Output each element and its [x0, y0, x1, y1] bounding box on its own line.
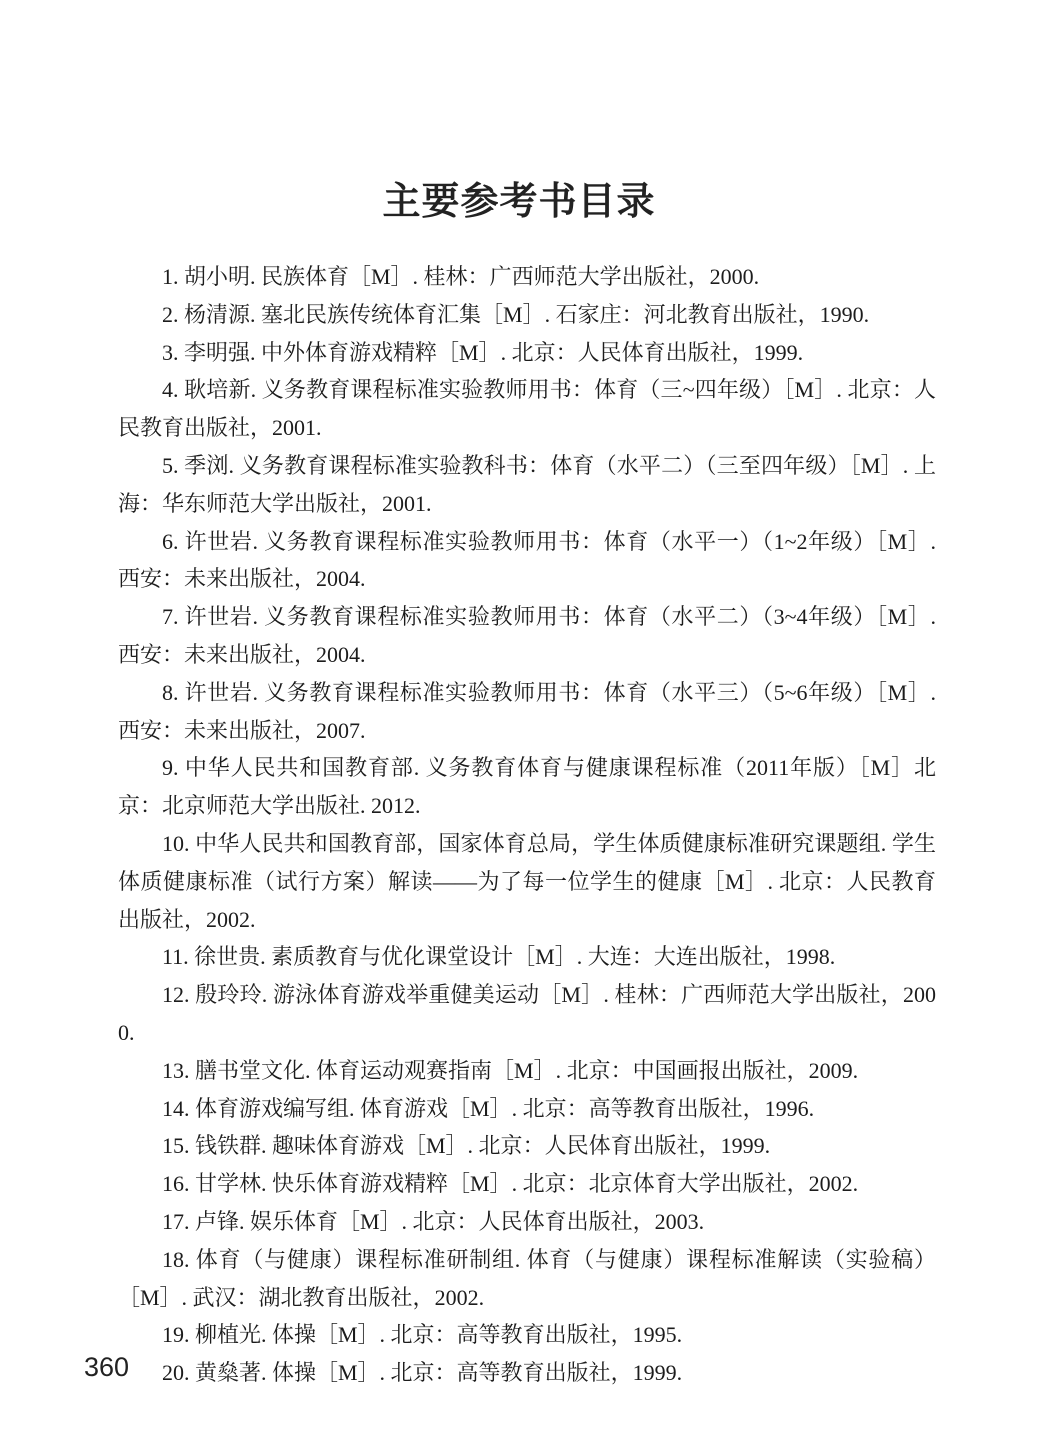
- reference-item: 5. 季浏. 义务教育课程标准实验教科书：体育（水平二）（三至四年级）［M］. 上海：华东师范大学出版社，2001.: [118, 452, 936, 516]
- reference-item: 3. 李明强. 中外体育游戏精粹［M］. 北京：人民体育出版社，1999.: [162, 339, 804, 365]
- reference-item: 2. 杨清源. 塞北民族传统体育汇集［M］. 石家庄：河北教育出版社，1990.: [162, 301, 870, 327]
- page-number: 360: [84, 1352, 130, 1382]
- reference-item: 7. 许世岩. 义务教育课程标准实验教师用书：体育（水平二）（3~4年级）［M］. 西安：未来出版社，2004.: [118, 604, 936, 667]
- reference-item: 8. 许世岩. 义务教育课程标准实验教师用书：体育（水平三）（5~6年级）［M］. 西安：未来出版社，2007.: [118, 679, 936, 743]
- reference-item: 9. 中华人民共和国教育部. 义务教育体育与健康课程标准（2011年版）［M］北京：北京师范大学出版社. 2012.: [118, 755, 936, 819]
- reference-item: 15. 钱铁群. 趣味体育游戏［M］. 北京：人民体育出版社，1999.: [162, 1133, 771, 1159]
- reference-item: 6. 许世岩. 义务教育课程标准实验教师用书：体育（水平一）（1~2年级）［M］. 西安：未来出版社，2004.: [118, 528, 936, 592]
- reference-item: 1. 胡小明. 民族体育［M］. 桂林：广西师范大学出版社，2000.: [162, 264, 760, 289]
- reference-item: 4. 耿培新. 义务教育课程标准实验教师用书：体育（三~四年级）［M］. 北京：人民教育出版社，2001.: [118, 377, 936, 441]
- reference-item: 17. 卢锋. 娱乐体育［M］. 北京：人民体育出版社，2003.: [162, 1208, 705, 1234]
- page-title: 主要参考书目录: [382, 181, 656, 223]
- reference-item: 16. 甘学林. 快乐体育游戏精粹［M］. 北京：北京体育大学出版社，2002.: [162, 1171, 859, 1197]
- reference-item: 19. 柳植光. 体操［M］. 北京：高等教育出版社，1995.: [162, 1322, 683, 1348]
- reference-item: 14. 体育游戏编写组. 体育游戏［M］. 北京：高等教育出版社，1996.: [162, 1095, 815, 1121]
- reference-item: 12. 殷玲玲. 游泳体育游戏举重健美运动［M］. 桂林：广西师范大学出版社，2000.: [118, 982, 936, 1045]
- reference-list: [118, 258, 936, 1392]
- reference-item: 20. 黄燊著. 体操［M］. 北京：高等教育出版社，1999.: [162, 1360, 683, 1386]
- reference-item: 18. 体育（与健康）课程标准研制组. 体育（与健康）课程标准解读（实验稿）［M］. 武汉：湖北教育出版社，2002.: [118, 1246, 936, 1310]
- reference-item: 11. 徐世贵. 素质教育与优化课堂设计［M］. 大连：大连出版社，1998.: [162, 944, 836, 970]
- reference-item: 10. 中华人民共和国教育部，国家体育总局，学生体质健康标准研究课题组. 学生体质健康标准（试行方案）解读——为了每一位学生的健康［M］. 北京：人民教育出版社，2002.: [118, 830, 936, 932]
- reference-item: 13. 膳书堂文化. 体育运动观赛指南［M］. 北京：中国画报出版社，2009.: [162, 1057, 859, 1083]
